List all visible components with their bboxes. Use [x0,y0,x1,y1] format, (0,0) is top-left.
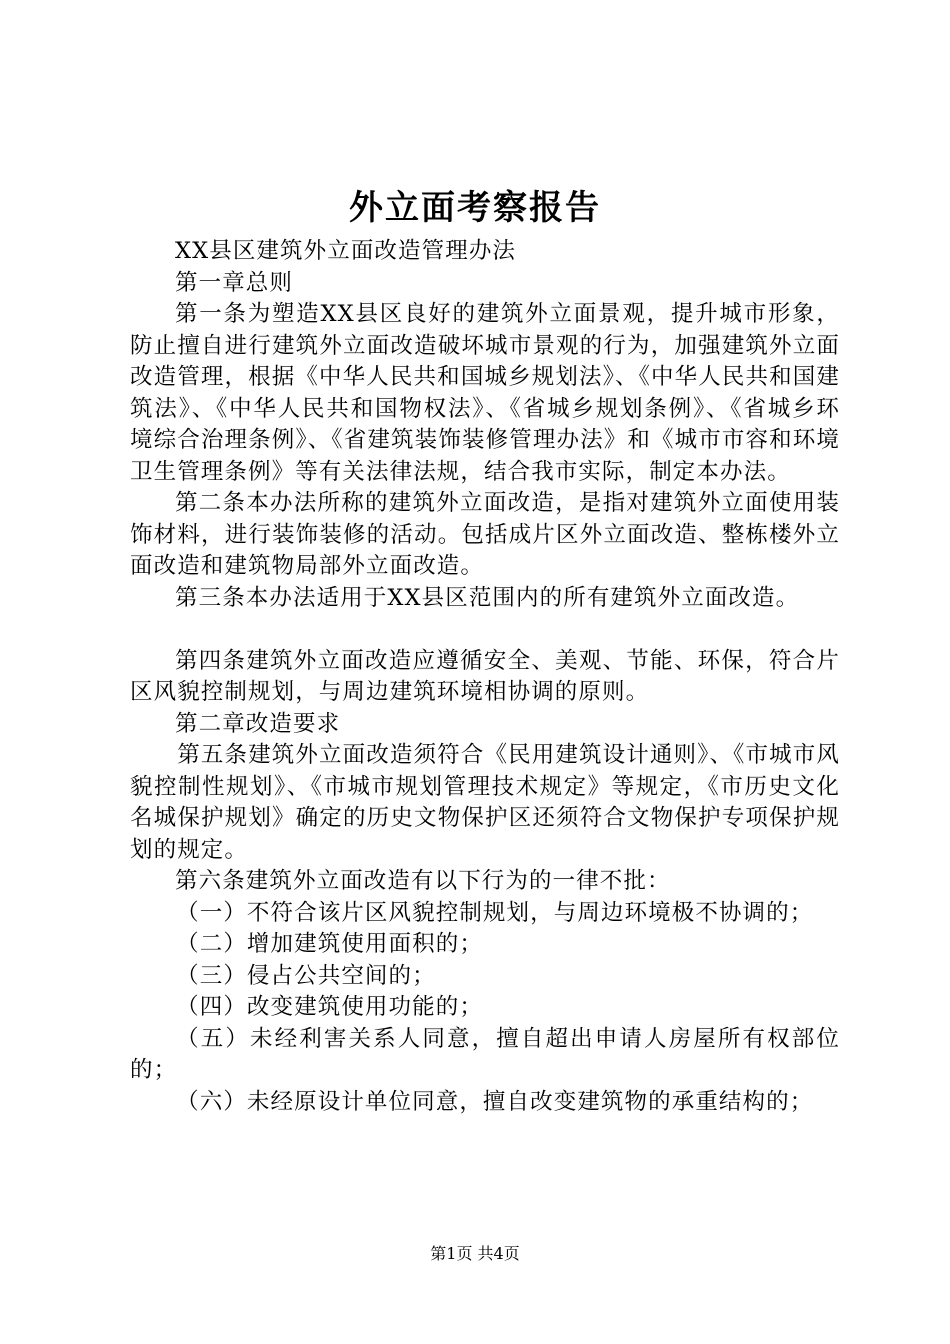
list-item: （四）改变建筑使用功能的； [176,994,483,1020]
paragraph: 第五条建筑外立面改造须符合《民用建筑设计通则》、《市城市风貌控制性规划》、《市城市规划管理技术规定》等规定，《市历史文化名城保护规划》确定的历史文物保护区还须符合文物保护专项保护规划的规定。 [130,742,840,863]
paragraph: 第二条本办法所称的建筑外立面改造，是指对建筑外立面使用装饰材料，进行装饰装修的活动。包括成片区外立面改造、整栋楼外立面改造和建筑物局部外立面改造。 [130,490,840,579]
list-item: （三）侵占公共空间的； [176,962,436,989]
document-body [130,236,840,1118]
paragraph: 第六条建筑外立面改造有以下行为的一律不批： [175,868,671,894]
list-item: （五）未经利害关系人同意，擅自超出申请人房屋所有权部位的； [130,1025,840,1083]
list-item: （二）增加建筑使用面积的； [176,931,483,957]
document-title: 外立面考察报告 [349,188,601,228]
paragraph: 第三条本办法适用于XX县区范围内的所有建筑外立面改造。 [175,584,800,611]
chapter-heading: 第二章改造要求 [175,710,341,737]
paragraph: XX县区建筑外立面改造管理办法 [175,238,517,264]
list-item: （六）未经原设计单位同意，擅自改变建筑物的承重结构的； [176,1088,814,1115]
paragraph: 第四条建筑外立面改造应遵循安全、美观、节能、环保，符合片区风貌控制规划，与周边建筑环境相协调的原则。 [130,647,840,705]
paragraph: 第一条为塑造XX县区良好的建筑外立面景观，提升城市形象，防止擅自进行建筑外立面改造破坏城市景观的行为，加强建筑外立面改造管理，根据《中华人民共和国城乡规划法》、《中华人民共和国建筑法》、《中华人民共和国物权法》、《省城乡规划条例》、《省城乡环境综合治理条例》、《省建筑装饰装修管理办法》和《城市市容和环境卫生管理条例》等有关法律法规，结合我市实际，制定本办法。 [130,301,840,485]
chapter-heading: 第一章总则 [175,269,294,296]
paragraph-gap [130,614,840,646]
page-number-footer: 第1页 共4页 [430,1244,520,1263]
list-item: （一）不符合该片区风貌控制规划，与周边环境极不协调的； [176,899,814,926]
